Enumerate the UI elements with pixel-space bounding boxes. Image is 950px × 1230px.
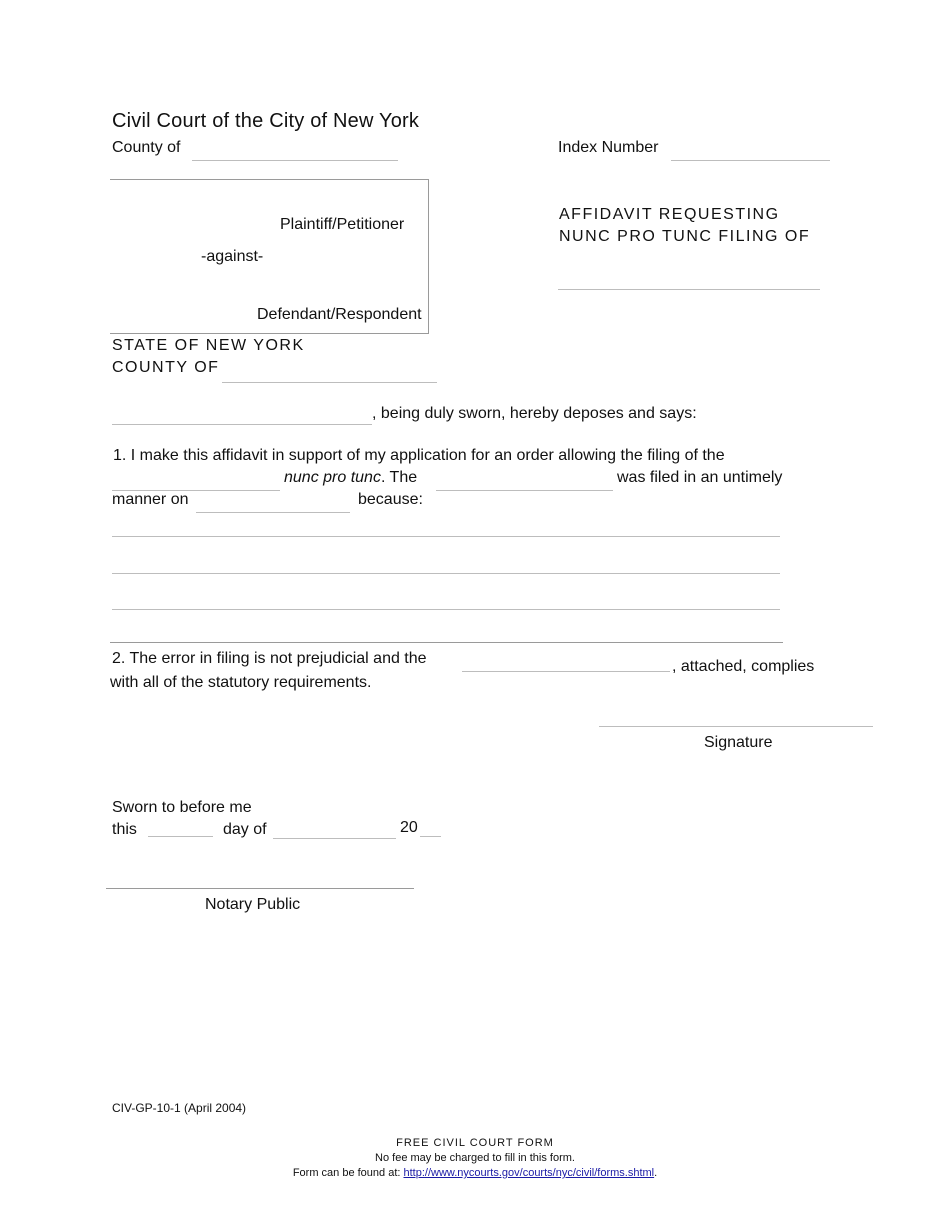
p2-attached-text: , attached, complies (672, 658, 815, 675)
venue-state: STATE OF NEW YORK (112, 337, 305, 354)
court-title: Civil Court of the City of New York (112, 110, 420, 132)
reason-line-2[interactable] (112, 555, 780, 574)
form-location (0, 1167, 950, 1179)
doc-title-line2: NUNC PRO TUNC FILING OF (559, 228, 811, 245)
p1-line2 (284, 469, 417, 487)
p1-the-text: . The (380, 469, 418, 486)
year-prefix-text: 20 (400, 819, 418, 836)
sworn-year-field[interactable] (420, 818, 441, 837)
no-fee-text: No fee may be charged to fill in this form. (375, 1152, 575, 1164)
p1-because-text: because: (358, 491, 423, 508)
nunc-pro-tunc-text: nunc pro tunc (284, 469, 381, 486)
notary-public-label: Notary Public (205, 896, 301, 913)
defendant-name-field[interactable] (112, 276, 412, 294)
attached-document-field[interactable] (462, 653, 670, 672)
free-form-text: FREE CIVIL COURT FORM (396, 1137, 554, 1149)
signature-field[interactable] (599, 708, 873, 727)
doc-title-line1: AFFIDAVIT REQUESTING (559, 206, 780, 223)
defendant-label: Defendant/Respondent (257, 306, 422, 323)
against-label: -against- (201, 248, 264, 265)
day-of-text: day of (223, 821, 267, 838)
reason-line-4[interactable] (110, 624, 783, 643)
notary-signature-field[interactable] (106, 870, 414, 889)
footer-period: . (654, 1167, 658, 1179)
signature-label: Signature (704, 734, 773, 751)
reason-line-1[interactable] (112, 518, 780, 537)
deposes-text: , being duly sworn, hereby deposes and says: (372, 405, 697, 422)
venue-county-label: COUNTY OF (112, 359, 220, 376)
index-number-field[interactable] (671, 142, 830, 161)
filing-date-field[interactable] (196, 494, 350, 513)
form-id: CIV-GP-10-1 (April 2004) (112, 1101, 247, 1115)
county-label: County of (112, 139, 181, 156)
sworn-text: Sworn to before me (112, 799, 252, 816)
sworn-day-field[interactable] (148, 818, 213, 837)
sworn-month-field[interactable] (273, 820, 396, 839)
index-number-label: Index Number (558, 139, 659, 156)
deponent-name-field[interactable] (112, 406, 372, 425)
document-type-field[interactable] (558, 271, 820, 290)
this-text: this (112, 821, 137, 838)
p1-line1: 1. I make this affidavit in support of my application for an order allowing the filing of the (113, 447, 725, 464)
venue-county-field[interactable] (222, 364, 437, 383)
forms-url-link[interactable]: http://www.nycourts.gov/courts/nyc/civil/forms.shtml (403, 1167, 655, 1179)
p2-line1: 2. The error in filing is not prejudicial and the (112, 650, 427, 667)
plaintiff-label: Plaintiff/Petitioner (280, 216, 405, 233)
reason-line-3[interactable] (112, 591, 780, 610)
p1-untimely-text: was filed in an untimely (617, 469, 783, 486)
found-at-text: Form can be found at: (292, 1167, 404, 1179)
p2-line2: with all of the statutory requirements. (110, 674, 372, 691)
p1-manner-text: manner on (112, 491, 189, 508)
county-field[interactable] (192, 142, 398, 161)
filed-document-field[interactable] (436, 472, 613, 491)
plaintiff-name-field[interactable] (112, 190, 412, 208)
filing-name-field[interactable] (112, 472, 280, 491)
